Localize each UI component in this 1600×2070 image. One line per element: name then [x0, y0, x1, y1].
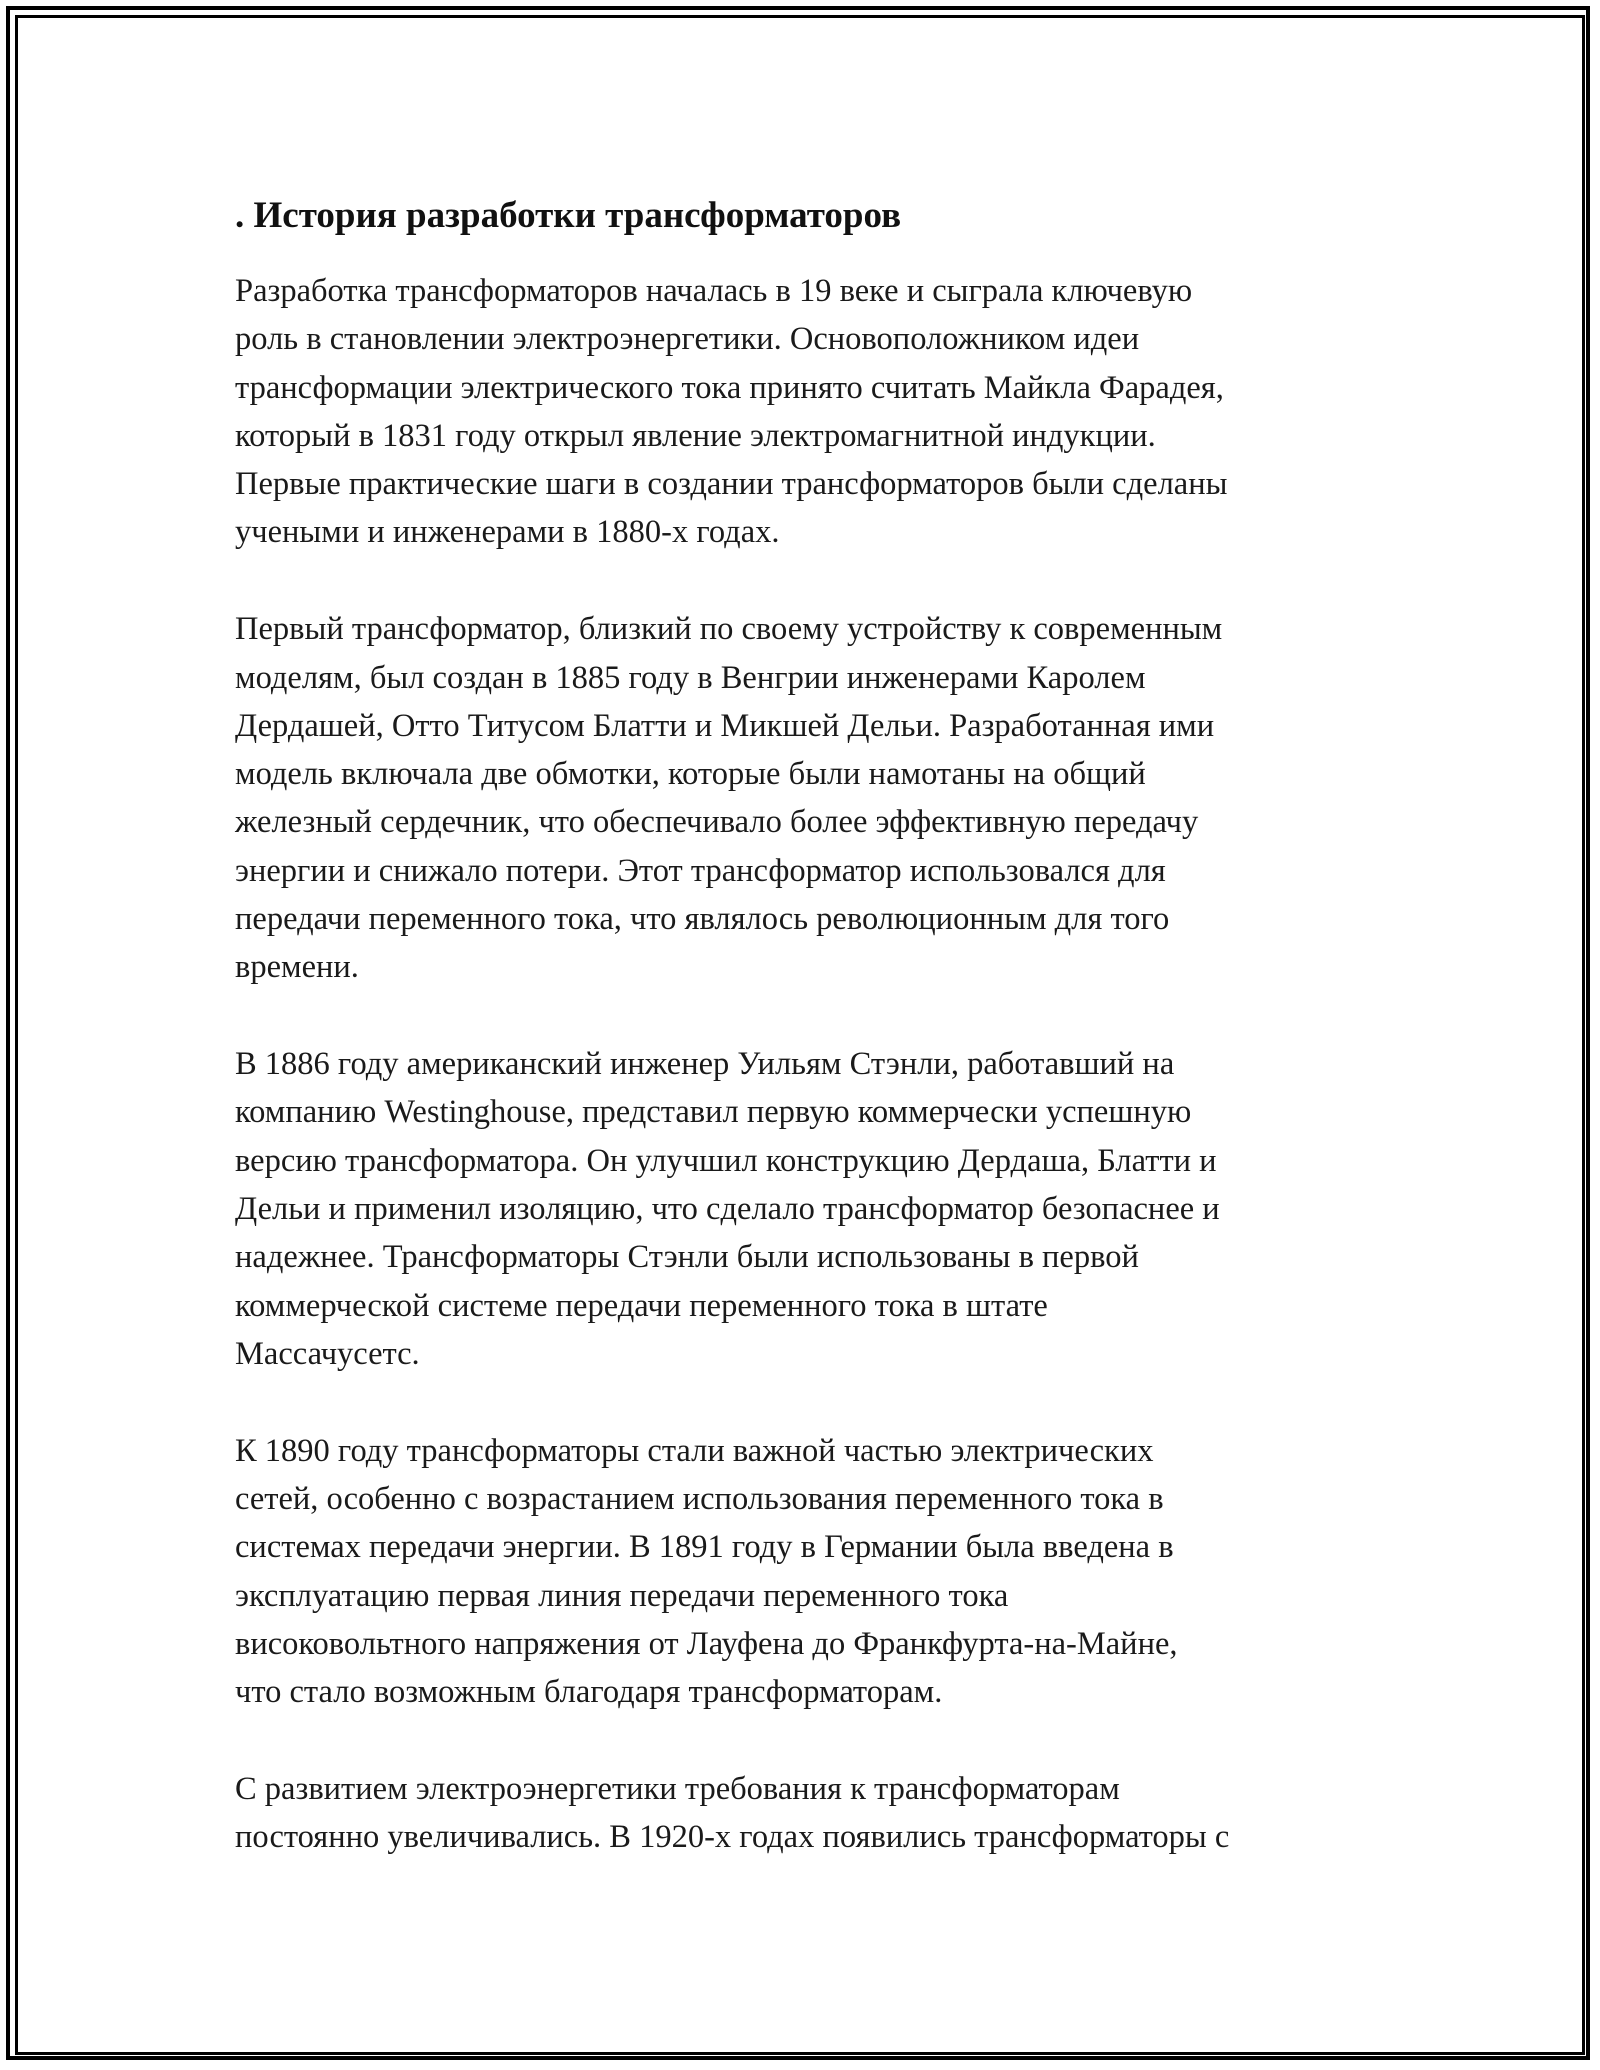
section-heading: . История разработки трансформаторов	[235, 195, 902, 236]
paragraph-1	[235, 267, 1365, 557]
text-line: Первые практические шаги в создании трансформаторов были сделаны	[235, 466, 1228, 503]
text-line: Массачусетс.	[235, 1335, 420, 1372]
text-line: В 1886 году американский инженер Уильям Стэнли, работавший на	[235, 1046, 1175, 1083]
text-line: надежнее. Трансформаторы Стэнли были использованы в первой	[235, 1239, 1139, 1276]
text-line: системах передачи энергии. В 1891 году в Германии была введена в	[235, 1529, 1174, 1566]
text-line: коммерческой системе передачи переменного тока в штате	[235, 1287, 1048, 1324]
text-line: версию трансформатора. Он улучшил конструкцию Дердаша, Блатти и	[235, 1142, 1217, 1179]
text-line: что стало возможным благодаря трансформаторам.	[235, 1674, 943, 1711]
text-line: энергии и снижало потери. Этот трансформатор использовался для	[235, 852, 1166, 889]
text-line: Дельи и применил изоляцию, что сделало трансформатор безопаснее и	[235, 1191, 1220, 1228]
text-line: компанию Westinghouse, представил первую коммерчески успешную	[235, 1094, 1192, 1131]
document-body	[235, 186, 1365, 1910]
text-line: високовольтного напряжения от Лауфена до Франкфурта-на-Майне,	[235, 1625, 1178, 1662]
text-line: роль в становлении электроэнергетики. Основоположником идеи	[235, 321, 1140, 358]
paragraph-2	[235, 605, 1365, 991]
paragraph-4	[235, 1427, 1365, 1717]
text-line: Дердашей, Отто Титусом Блатти и Микшей Дельи. Разработанная ими	[235, 707, 1215, 744]
text-line: моделям, был создан в 1885 году в Венгрии инженерами Каролем	[235, 659, 1146, 696]
text-line: К 1890 году трансформаторы стали важной частью электрических	[235, 1432, 1154, 1469]
text-line: который в 1831 году открыл явление электромагнитной индукции.	[235, 417, 1156, 454]
text-line: передачи переменного тока, что являлось революционным для того	[235, 901, 1170, 938]
text-line: железный сердечник, что обеспечивало более эффективную передачу	[235, 804, 1199, 841]
text-line: сетей, особенно с возрастанием использования переменного тока в	[235, 1481, 1164, 1518]
paragraph-3	[235, 1040, 1365, 1378]
text-line: Разработка трансформаторов началась в 19 веке и сыграла ключевую	[235, 273, 1193, 309]
paragraph-5	[235, 1765, 1365, 1862]
text-line: Первый трансформатор, близкий по своему устройству к современным	[235, 611, 1223, 648]
text-line: трансформации электрического тока принято считать Майкла Фарадея,	[235, 369, 1224, 406]
text-line: С развитием электроэнергетики требования к трансформаторам	[235, 1771, 1120, 1808]
text-line: времени.	[235, 949, 359, 986]
text-line: учеными и инженерами в 1880-х годах.	[235, 514, 780, 551]
text-line: модель включала две обмотки, которые были намотаны на общий	[235, 756, 1146, 793]
text-line: эксплуатацию первая линия передачи переменного тока	[235, 1577, 1009, 1614]
text-line: постоянно увеличивались. В 1920-х годах появились трансформаторы с	[235, 1819, 1230, 1856]
